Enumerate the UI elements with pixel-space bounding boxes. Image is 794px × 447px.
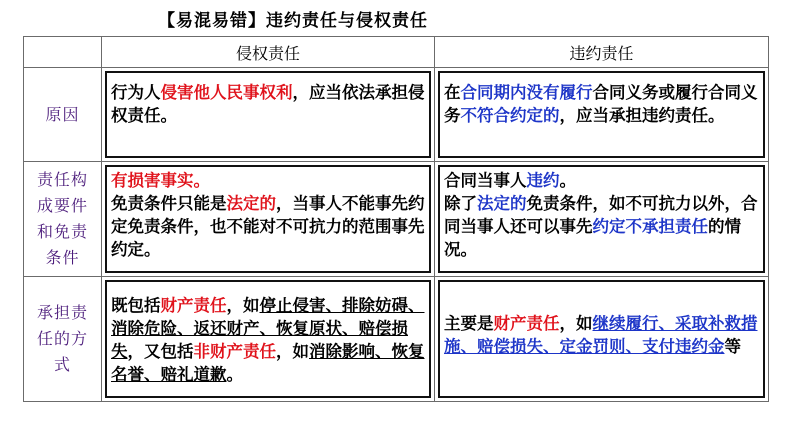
table-row-cause — [24, 68, 769, 162]
highlight-text: 有损害事实。 — [111, 171, 210, 190]
cell-contract-cause: 在合同期内没有履行合同义务或履行合同义务不符合约定的，应当承担违约责任。 — [435, 68, 769, 162]
comparison-table — [23, 36, 769, 402]
underlined-text: 停止侵害、排除妨碍、消除危险、返还财产、恢复原状、赔偿损失 — [111, 296, 425, 361]
cell-contract-methods: 主要是财产责任，如继续履行、采取补救措施、赔偿损失、定金罚则、支付违约金等 — [435, 277, 769, 402]
table-row-elements — [24, 162, 769, 277]
row-label-cause: 原因 — [24, 68, 102, 162]
highlight-text: 财产责任 — [160, 296, 227, 315]
row-label-methods: 承担责 任的方 式 — [24, 277, 102, 402]
highlight-text: 不符合约定的 — [460, 106, 560, 125]
underlined-highlight-text: 继续履行、采取补救措施、赔偿损失、定金罚则、支付违约金 — [444, 314, 758, 356]
highlight-text: 法定的 — [226, 194, 276, 213]
corner-cell — [24, 37, 102, 68]
cell-tort-methods: 既包括财产责任，如停止侵害、排除妨碍、消除危险、返还财产、恢复原状、赔偿损失，又包括非财产责任，如消除影响、恢复名誉、赔礼道歉。 — [102, 277, 435, 402]
cell-contract-elements: 合同当事人违约。 除了法定的免责条件，如不可抗力以外，合同当事人还可以事先约定不承担责任的情况。 — [435, 162, 769, 277]
highlight-text: 违约 — [526, 171, 560, 190]
highlight-text: 法定的 — [477, 194, 527, 213]
highlight-text: 非财产责任 — [193, 342, 276, 361]
cell-tort-cause: 行为人侵害他人民事权利，应当依法承担侵权责任。 — [102, 68, 435, 162]
column-header-tort: 侵权责任 — [102, 37, 435, 68]
column-header-contract: 违约责任 — [435, 37, 769, 68]
highlight-text: 约定不承担责任 — [592, 217, 708, 236]
table-row-methods — [24, 277, 769, 402]
row-label-elements: 责任构 成要件 和免责 条件 — [24, 162, 102, 277]
highlight-text: 合同期内没有履行 — [460, 83, 593, 102]
highlight-text: 侵害他人民事权利 — [160, 83, 293, 102]
highlight-text: 财产责任 — [493, 314, 560, 333]
header-row — [24, 37, 769, 68]
cell-tort-elements: 有损害事实。 免责条件只能是法定的，当事人不能事先约定免责条件，也不能对不可抗力的范围事先约定。 — [102, 162, 435, 277]
page-title: 【易混易错】违约责任与侵权责任 — [158, 11, 428, 31]
underlined-text: 消除影响、恢复名誉、赔礼道歉 — [111, 342, 425, 384]
